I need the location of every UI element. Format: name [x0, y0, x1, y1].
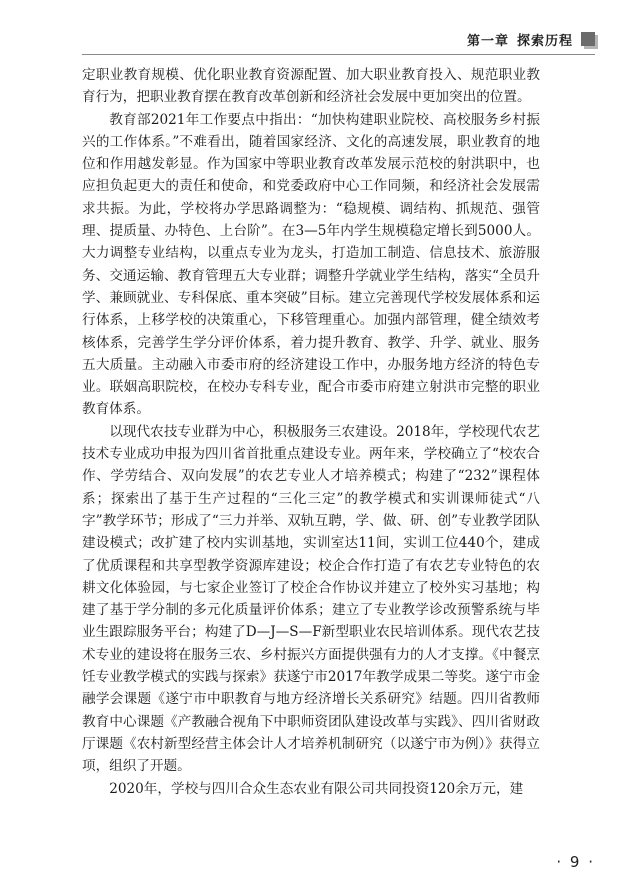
paragraph: 教育部2021年工作要点中指出：“加快构建职业院校、高校服务乡村振兴的工作体系。”不难看出，随着国家经济、文化的高速发展，职业教育的地位和作用越发彰显。作为国家中等职业教育改革发展示范校的射洪职中，也应担负起更大的责任和使命，和党委政府中心工作同频，和经济社会发展需求共振。为此，学校将办学思路调整为：“稳规模、调结构、抓规范、强管理、提质量、办特色、上台阶”。在3—5年内学生规模稳定增长到5000人。大力调整专业结构，以重点专业为龙头，打造加工制造、信息技术、旅游服务、交通运输、教育管理五大专业群；调整升学就业学生结构，落实“全员升学、兼顾就业、专科保底、重本突破”目标。建立完善现代学校发展体系和运行体系，上移学校的决策重心，下移管理重心。加强内部管理，健全绩效考核体系，完善学生学分评价体系，着力提升教育、教学、升学、就业、服务五大质量。主动融入市委市府的经济建设工作中，办服务地方经济的特色专业。联姻高职院校，在校办专科专业，配合市委市府建立射洪市完整的职业教育体系。 — [82, 111, 540, 418]
paragraph: 以现代农技专业群为中心，积极服务三农建设。2018年，学校现代农艺技术专业成功申报为四川省首批重点建设专业。两年来，学校确立了“校农合作、学劳结合、双向发展”的农艺专业人才培养模式；构建了“232”课程体系；探索出了基于生产过程的“三化三定”的教学模式和实训课师徒式“八字”教学环节；形成了“三力并举、双轨互聘，学、做、研、创”专业教学团队建设模式；改扩建了校内实训基地，实训室达11间，实训工位440个，建成了优质课程和共享型教学资源库建设；校企合作打造了有农艺专业特色的农耕文化体验园，与七家企业签订了校企合作协议并建立了校外实习基地；构建了基于学分制的多元化质量评价体系；建立了专业教学诊改预警系统与毕业生跟踪服务平台；构建了D—J—S—F新型职业农民培训体系。现代农艺技术专业的建设将在服务三农、乡村振兴方面提供强有力的人才支撑。《中餐烹饪专业教学模式的实践与探索》获遂宁市2017年教学成果二等奖。遂宁市金融学会课题《遂宁市中职教育与地方经济增长关系研究》结题。四川省教师教育中心课题《产教融合视角下中职师资团队建设改革与实践》、四川省财政厅课题《农村新型经营主体会计人才培养机制研究（以遂宁市为例）》获得立项，组织了开题。 — [82, 423, 540, 775]
header-square-icon — [581, 32, 595, 46]
body-text — [82, 64, 540, 800]
chapter-title: 探索历程 — [516, 33, 573, 49]
paragraph: 定职业教育规模、优化职业教育资源配置、加大职业教育投入、规范职业教育行为，把职业教育摆在教育改革创新和经济社会发展中更加突出的位置。 — [82, 67, 540, 106]
page-number: · 9 · — [556, 853, 595, 871]
chapter-label: 第一章 — [466, 33, 509, 49]
paragraph: 2020年，学校与四川合众生态农业有限公司共同投资120余万元，建 — [109, 780, 524, 797]
running-header — [467, 28, 595, 50]
header-divider — [82, 54, 595, 55]
